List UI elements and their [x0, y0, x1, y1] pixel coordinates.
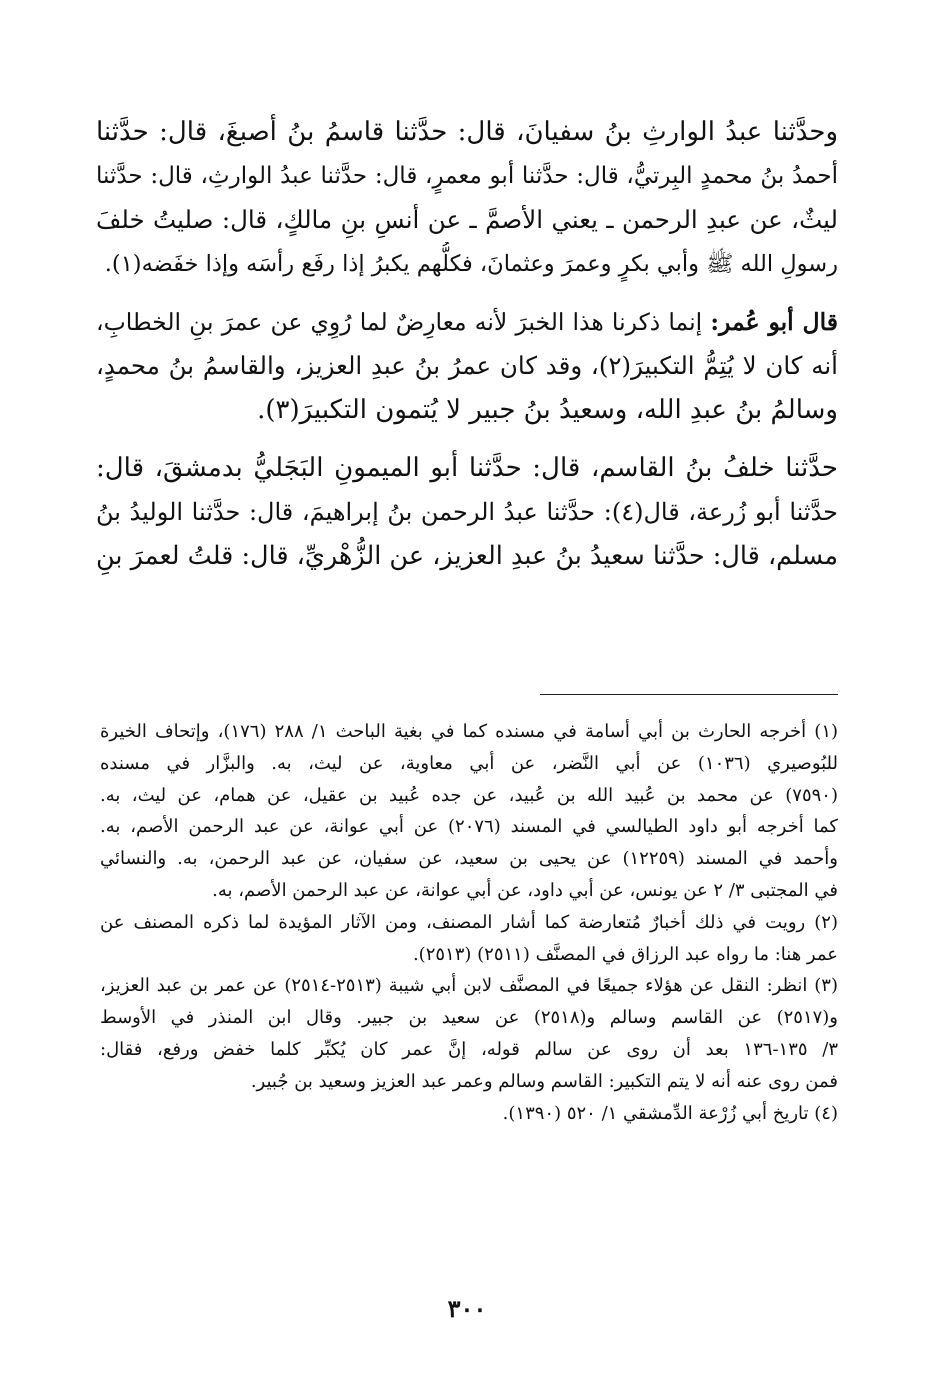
speaker-label: قال أبو عُمر:	[710, 308, 838, 336]
text-line: أنه كان لا يُتِمُّ التكبيرَ(٢)، وقد كان عمرُ بنُ عبدِ العزيز، والقاسمُ بنُ محمدٍ،	[96, 351, 838, 380]
footnote-line: ٣/ ١٣٥-١٣٦ بعد أن روى عن سالم قوله، إنَّ عمر كان يُكبِّر كلما خفض ورفع، فقال:	[100, 1038, 838, 1060]
footnote-line: في المجتبى ٣/ ٢ عن يونس، عن أبي داود، عن أبي عوانة، عن عبد الرحمن الأصم، به.	[212, 879, 838, 901]
footnote-line: للبُوصيري (١٠٣٦) عن أبي النَّضر، عن أبي معاوية، عن ليث، به. والبزَّار في مسنده	[100, 752, 838, 774]
footnote-line: (٧٥٩٠) عن محمد بن عُبيد الله بن عُبيد، عن جده عُبيد بن عقيل، عن همام، عن ليث، به.	[100, 784, 838, 806]
text-line: حدَّثنا خلفُ بنُ القاسم، قال: حدَّثنا أبو الميمونِ البَجَليُّ بدمشقَ، قال:	[96, 453, 838, 483]
footnote-line: (٤) تاريخ أبي زُرْعة الدِّمشقي ١/ ٥٢٠ (١٣٩٠).	[502, 1102, 838, 1124]
text-line: ليثٌ، عن عبدِ الرحمن ـ يعني الأصمَّ ـ عن أنسِ بنِ مالكٍ، قال: صليتُ خلفَ	[96, 205, 838, 234]
footnotes	[100, 716, 838, 1129]
footnote-line: فمن روى عنه أنه لا يتم التكبير: القاسم وسالم وعمر عبد العزيز وسعيد بن جُبير.	[250, 1070, 838, 1092]
footnote-divider	[540, 694, 838, 695]
page-number: ٣٠٠	[447, 1294, 487, 1323]
text-line: رسولِ الله ﷺ وأبي بكرٍ وعمرَ وعثمانَ، فكلُّهم يكبرُ إذا رفَع رأسَه وإذا خفَضه(١).	[104, 251, 838, 277]
paragraph-3	[96, 446, 838, 578]
main-text	[96, 110, 838, 592]
footnote-line: و(٢٥١٧) عن القاسم وسالم و(٢٥١٨) عن سعيد بن جبير. وقال ابن المنذر في الأوسط	[100, 1007, 838, 1029]
text-line: حدَّثنا أبو زُرعة، قال(٤): حدَّثنا عبدُ الرحمن بنُ إبراهيمَ، قال: حدَّثنا الوليدُ بنُ	[96, 498, 838, 526]
footnote-2	[100, 907, 838, 971]
text-line: أحمدُ بنُ محمدٍ البِرتيُّ، قال: حدَّثنا أبو معمرٍ، قال: حدَّثنا عبدُ الوارثِ، قال: حدَّثنا	[96, 163, 838, 189]
footnote-line: كما أخرجه أبو داود الطيالسي في المسند (٢٠٧٦) عن أبي عوانة، عن عبد الرحمن الأصم، به.	[100, 816, 838, 838]
footnote-line: عمر هنا: ما رواه عبد الرزاق في المصنَّف (٢٥١١) (٢٥١٣).	[412, 943, 838, 965]
footnote-1	[100, 716, 838, 907]
footnote-4	[100, 1098, 838, 1130]
paragraph-2	[96, 300, 838, 432]
text-line: وحدَّثنا عبدُ الوارثِ بنُ سفيانَ، قال: حدَّثنا قاسمُ بنُ أصبغَ، قال: حدَّثنا	[96, 117, 838, 147]
text-line: وسالمُ بنُ عبدِ الله، وسعيدُ بنُ جبير لا يُتمون التكبيرَ(٣).	[257, 395, 838, 425]
footnote-line: وأحمد في المسند (١٢٢٥٩) عن يحيى بن سعيد، عن سفيان، عن عبد الرحمن، به. والنسائي	[100, 848, 838, 870]
text-line	[96, 300, 838, 344]
footnote-line: (٢) رويت في ذلك أخبارٌ مُتعارضة كما أشار المصنف، ومن الآثار المؤيدة لما ذكره المصنف عن	[100, 911, 838, 933]
paragraph-1	[96, 110, 838, 286]
footnote-3	[100, 970, 838, 1097]
text-line: مسلم، قال: حدَّثنا سعيدُ بنُ عبدِ العزيز، عن الزُّهْريِّ، قال: قلتُ لعمرَ بنِ	[96, 541, 838, 571]
footnote-line: (٣) انظر: النقل عن هؤلاء جميعًا في المصنَّف لابن أبي شيبة (٢٥١٣-٢٥١٤) عن عمر بن عبد العزيز،	[100, 975, 838, 997]
footnote-line: (١) أخرجه الحارث بن أبي أسامة في مسنده كما في بغية الباحث ١/ ٢٨٨ (١٧٦)، وإتحاف الخيرة	[100, 721, 838, 742]
text-line-rest: إنما ذكرنا هذا الخبرَ لأنه معارِضٌ لما رُوِي عن عمرَ بنِ الخطابِ،	[96, 308, 711, 336]
